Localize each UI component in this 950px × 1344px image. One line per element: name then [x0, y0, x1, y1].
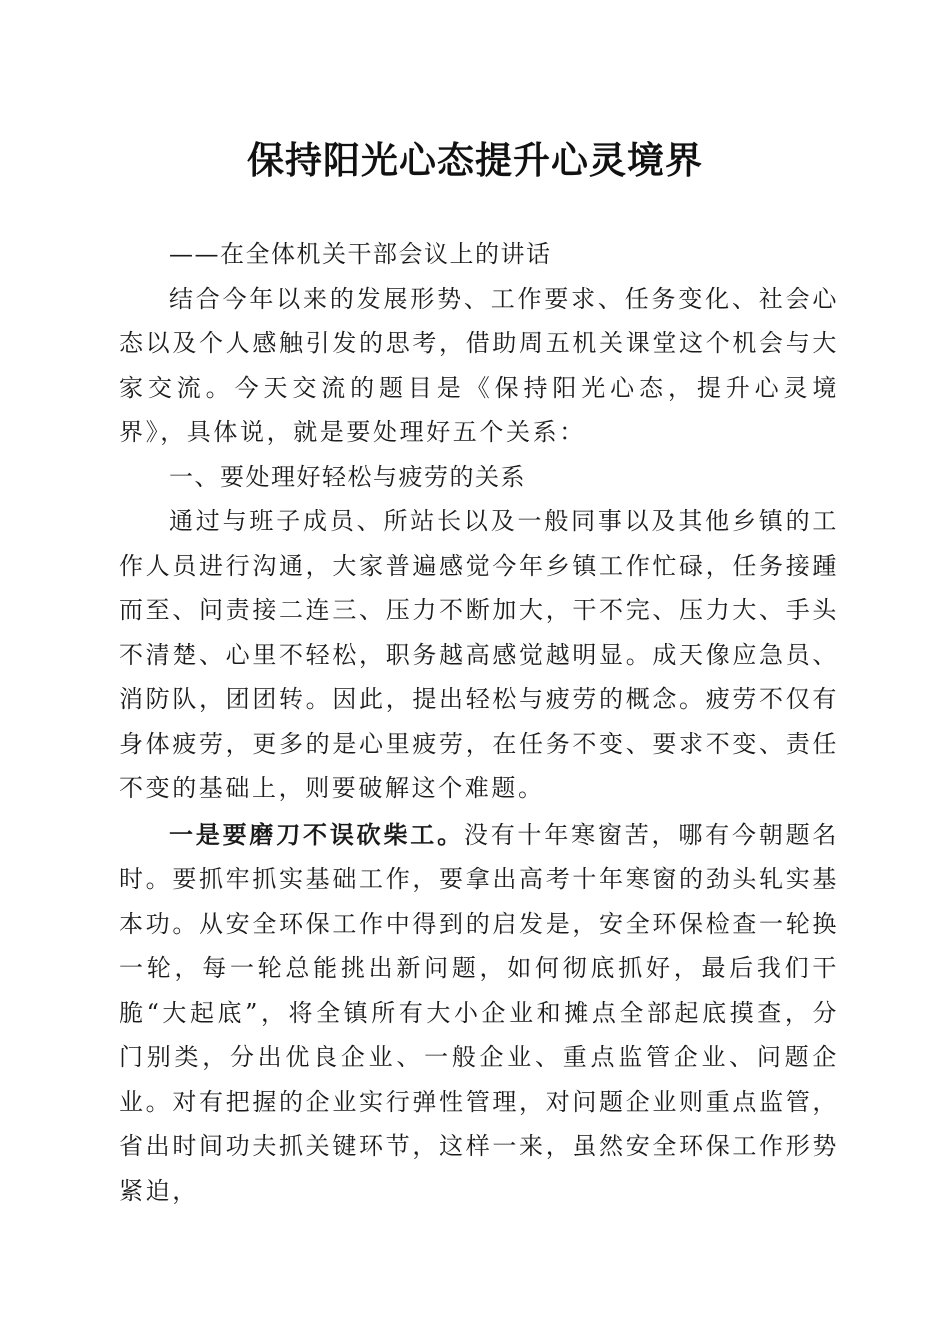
document-body [119, 232, 839, 1213]
section-heading: 一、要处理好轻松与疲劳的关系 [169, 462, 526, 491]
paragraph-2-lead: 一是要磨刀不误砍柴工。 [169, 819, 464, 849]
paragraph-2 [119, 813, 839, 1214]
document-subtitle: ——在全体机关干部会议上的讲话 [169, 240, 552, 268]
intro-paragraph: 结合今年以来的发展形势、工作要求、任务变化、社会心态以及个人感触引发的思考，借助周五机关课堂这个机会与大家交流。今天交流的题目是《保持阳光心态，提升心灵境界》，具体说，就是要处理好五个关系： [119, 284, 839, 446]
paragraph-1: 通过与班子成员、所站长以及一般同事以及其他乡镇的工作人员进行沟通，大家普遍感觉今年乡镇工作忙碌，任务接踵而至、问责接二连三、压力不断加大，干不完、压力大、手头不清楚、心里不轻松，职务越高感觉越明显。成天像应急员、消防队，团团转。因此，提出轻松与疲劳的概念。疲劳不仅有身体疲劳，更多的是心里疲劳，在任务不变、要求不变、责任不变的基础上，则要破解这个难题。 [119, 507, 839, 802]
document-title: 保持阳光心态提升心灵境界 [247, 138, 703, 182]
paragraph-2-rest: 没有十年寒窗苦，哪有今朝题名时。要抓牢抓实基础工作，要拿出高考十年寒窗的劲头轧实基本功。从安全环保工作中得到的启发是，安全环保检查一轮换一轮，每一轮总能挑出新问题，如何彻底抓好，最后我们干脆“大起底”，将全镇所有大小企业和摊点全部起底摸查，分门别类，分出优良企业、一般企业、重点监管企业、问题企业。对有把握的企业实行弹性管理，对问题企业则重点监管，省出时间功夫抓关键环节，这样一来，虽然安全环保工作形势紧迫， [119, 820, 839, 1205]
